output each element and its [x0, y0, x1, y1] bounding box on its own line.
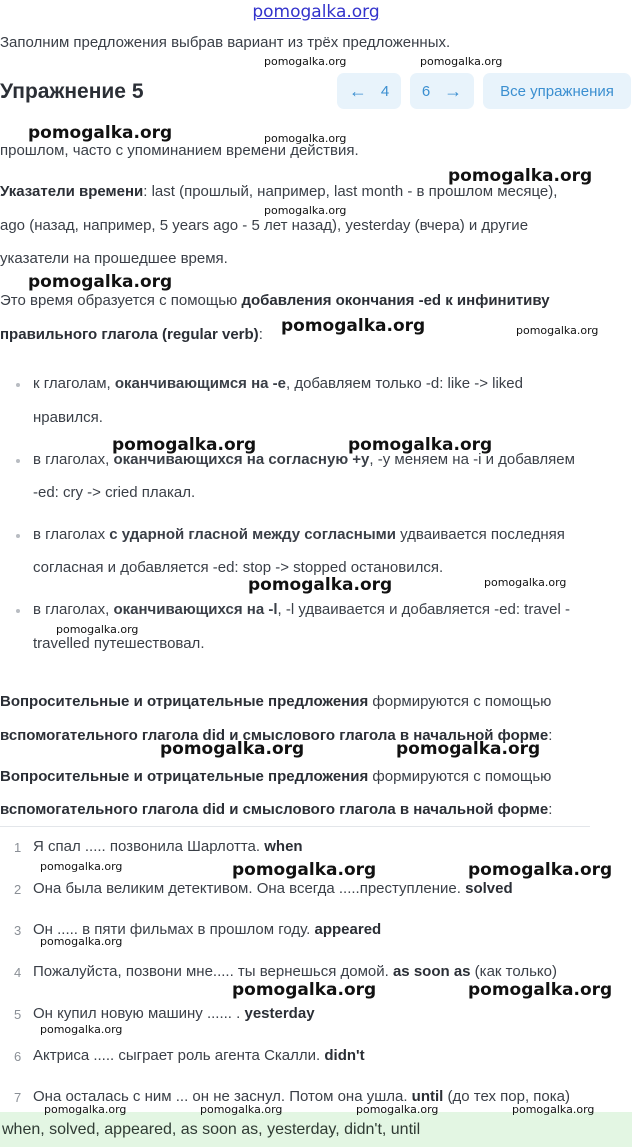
time-indicators-line2: ago (назад, например, 5 years ago - 5 лет назад), yesterday (вчера) и другие: [0, 217, 529, 234]
questions-bold2: вспомогательного глагола did и смыслового глагола в начальной форме: [0, 727, 549, 744]
rule-item-4-line2: travelled путешествовал.: [33, 635, 205, 652]
bullet-dot: [16, 383, 20, 387]
sentence-number: 3: [14, 923, 22, 938]
formation-tail: :: [258, 326, 263, 343]
watermark: pomogalka.org: [264, 55, 347, 68]
watermark: pomogalka.org: [44, 1103, 127, 1116]
questions-bold2: вспомогательного глагола did и смыслового глагола в начальной форме: [0, 801, 549, 818]
watermark: pomogalka.org: [420, 55, 503, 68]
rule-item-3: [33, 526, 565, 543]
questions-mid: формируются с помощью: [368, 768, 552, 785]
sentence-answer: didn't: [324, 1047, 365, 1064]
time-indicators-text: : last (прошлый, например, last month - в прошлом месяце),: [143, 183, 558, 200]
rule-item-3-line2: согласная и добавляется -ed: stop -> stopped остановился.: [33, 559, 444, 576]
watermark: pomogalka.org: [448, 166, 593, 186]
sentence-answer: solved: [465, 880, 513, 897]
sentence-text: Он ..... в пяти фильмах в прошлом году.: [33, 921, 315, 938]
watermark: pomogalka.org: [512, 1103, 595, 1116]
sentence-extra: (до тех пор, пока): [443, 1088, 570, 1105]
prev-exercise-button[interactable]: [337, 73, 401, 109]
sentence-number: 7: [14, 1090, 22, 1105]
rule-pre: в глаголах: [33, 526, 110, 543]
next-exercise-button[interactable]: [410, 73, 474, 109]
sentence-answer: yesterday: [244, 1005, 315, 1022]
formation-lead: Это время образуется с помощью: [0, 292, 242, 309]
sentence-answer: as soon as: [392, 963, 471, 980]
rule-pre: в глаголах,: [33, 451, 114, 468]
sentence-text: Она осталась с ним ... он не заснул. Потом она ушла.: [33, 1088, 412, 1105]
rule-item-4: [33, 601, 570, 618]
rule-post: удваивается последняя: [395, 526, 565, 543]
sentence-extra: (как только): [470, 963, 557, 980]
bullet-dot: [16, 534, 20, 538]
sentence-text: Пожалуйста, позвони мне..... ты вернешься домой.: [33, 963, 393, 980]
questions-line1-repeat: [0, 768, 632, 785]
watermark: pomogalka.org: [232, 980, 377, 1000]
sentence-item: [33, 963, 557, 980]
sentence-answer: when: [264, 838, 303, 855]
bullet-dot: [16, 459, 20, 463]
sentence-item: [33, 1047, 365, 1064]
questions-tail: :: [548, 801, 553, 818]
watermark: pomogalka.org: [264, 132, 347, 145]
rule-bold: оканчивающихся на согласную +y: [113, 451, 370, 468]
site-header-link[interactable]: pomogalka.org: [252, 2, 380, 22]
rule-pre: к глаголам,: [33, 375, 115, 392]
partial-line: прошлом, часто с упоминанием времени действия.: [0, 142, 359, 159]
watermark: pomogalka.org: [396, 739, 541, 759]
rule-item-2-line2: -ed: cry -> cried плакал.: [33, 484, 196, 501]
arrow-right-icon: →: [444, 80, 463, 101]
sentence-number: 2: [14, 882, 22, 897]
sentence-item: [33, 880, 513, 897]
next-exercise-label: 6: [421, 82, 431, 100]
sentence-text: Она была великим детективом. Она всегда .....преступление.: [33, 880, 466, 897]
watermark: pomogalka.org: [468, 980, 613, 1000]
watermark: pomogalka.org: [264, 204, 347, 217]
watermark: pomogalka.org: [468, 860, 613, 880]
questions-line1: [0, 693, 632, 710]
watermark: pomogalka.org: [348, 435, 493, 455]
watermark: pomogalka.org: [200, 1103, 283, 1116]
watermark: pomogalka.org: [248, 575, 393, 595]
rule-bold: с ударной гласной между согласными: [109, 526, 396, 543]
watermark: pomogalka.org: [56, 623, 139, 636]
sentence-text: Он купил новую машину ...... .: [33, 1005, 245, 1022]
rule-bold: оканчивающимся на -e: [114, 375, 286, 392]
watermark: pomogalka.org: [40, 935, 123, 948]
questions-bold1: Вопросительные и отрицательные предложения: [0, 768, 369, 785]
arrow-left-icon: ←: [348, 80, 367, 101]
watermark: pomogalka.org: [516, 324, 599, 337]
formation-bold2: правильного глагола (regular verb): [0, 326, 259, 343]
sentence-number: 1: [14, 840, 22, 855]
watermark: pomogalka.org: [356, 1103, 439, 1116]
rule-post: , -l удваивается и добавляется -ed: travel -: [277, 601, 571, 618]
sentence-number: 5: [14, 1007, 22, 1022]
watermark: pomogalka.org: [28, 272, 173, 292]
watermark: pomogalka.org: [160, 739, 305, 759]
questions-line2-repeat: [0, 801, 632, 818]
rule-pre: в глаголах,: [33, 601, 114, 618]
questions-bold1: Вопросительные и отрицательные предложения: [0, 693, 369, 710]
watermark: pomogalka.org: [281, 316, 426, 336]
divider: [0, 826, 590, 827]
rule-post: , добавляем только -d: like -> liked: [286, 375, 523, 392]
answer-bar-text: when, solved, appeared, as soon as, yesterday, didn't, until: [2, 1121, 421, 1138]
sentence-text: Актриса ..... сыграет роль агента Скалли.: [33, 1047, 325, 1064]
prev-exercise-label: 4: [380, 82, 390, 100]
watermark: pomogalka.org: [232, 860, 377, 880]
all-exercises-button[interactable]: [483, 73, 631, 109]
watermark: pomogalka.org: [484, 576, 567, 589]
rule-bold: оканчивающихся на -l: [113, 601, 278, 618]
rule-post: , -y меняем на -i и добавляем: [369, 451, 575, 468]
watermark: pomogalka.org: [28, 123, 173, 143]
sentence-item: [33, 838, 303, 855]
watermark: pomogalka.org: [40, 860, 123, 873]
time-indicators-line3: указатели на прошедшее время.: [0, 250, 228, 267]
rule-item-1-line2: нравился.: [33, 409, 103, 426]
formation-bold1: добавления окончания -ed к инфинитиву: [241, 292, 550, 309]
sentence-item: [33, 1005, 315, 1022]
intro-text: Заполним предложения выбрав вариант из трёх предложенных.: [0, 34, 451, 51]
watermark: pomogalka.org: [40, 1023, 123, 1036]
watermark: pomogalka.org: [112, 435, 257, 455]
sentence-answer: appeared: [314, 921, 382, 938]
sentence-number: 6: [14, 1049, 22, 1064]
questions-tail: :: [548, 727, 553, 744]
time-indicators-label: Указатели времени: [0, 183, 144, 200]
all-exercises-label: Все упражнения: [500, 82, 614, 100]
formation-line1: [0, 292, 632, 309]
sentence-number: 4: [14, 965, 22, 980]
page-title: Упражнение 5: [0, 80, 144, 103]
questions-mid: формируются с помощью: [368, 693, 552, 710]
bullet-dot: [16, 609, 20, 613]
rule-item-1: [33, 375, 523, 392]
sentence-text: Я спал ..... позвонила Шарлотта.: [33, 838, 265, 855]
sentence-answer: until: [411, 1088, 444, 1105]
